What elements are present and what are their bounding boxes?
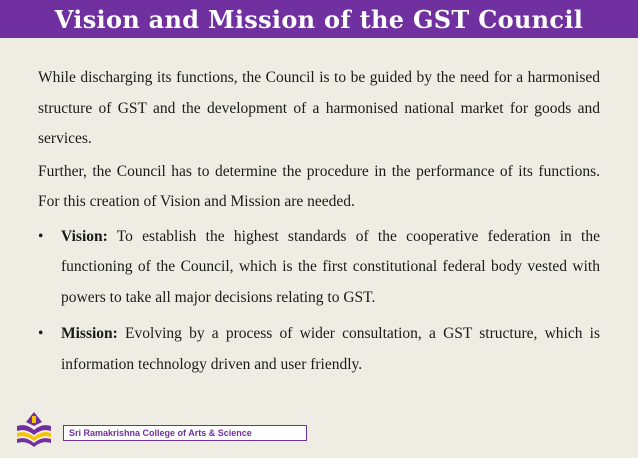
college-name-box (63, 425, 307, 441)
vision-term: Vision: (61, 227, 108, 245)
slide-title: Vision and Mission of the GST Council (54, 4, 584, 34)
purpose-paragraph: Further, the Council has to determine the procedure in the performance of its functions. For this creation of Vision and Mission are needed. (38, 162, 600, 210)
bullet-list (38, 222, 600, 381)
bullet-icon: • (38, 227, 44, 245)
vision-bullet (38, 222, 600, 314)
mission-term: Mission: (61, 325, 118, 342)
mission-bullet (38, 319, 600, 380)
vision-text: To establish the highest standards of the cooperative federation in the functioning of the Council, which is the first constitutional federal body vested with powers to take all major decisions relating to GST. (61, 227, 600, 306)
college-name: Sri Ramakrishna College of Arts & Science (69, 428, 252, 438)
book-emblem-icon (14, 410, 54, 450)
bullet-icon: • (38, 325, 44, 342)
slide-body (38, 63, 600, 386)
mission-text: Evolving by a process of wider consultation, a GST structure, which is information technology driven and user friendly. (61, 325, 600, 373)
intro-paragraph: While discharging its functions, the Council is to be guided by the need for a harmonised structure of GST and the development of a harmonised national market for goods and services. (38, 69, 600, 147)
title-bar (0, 0, 638, 38)
